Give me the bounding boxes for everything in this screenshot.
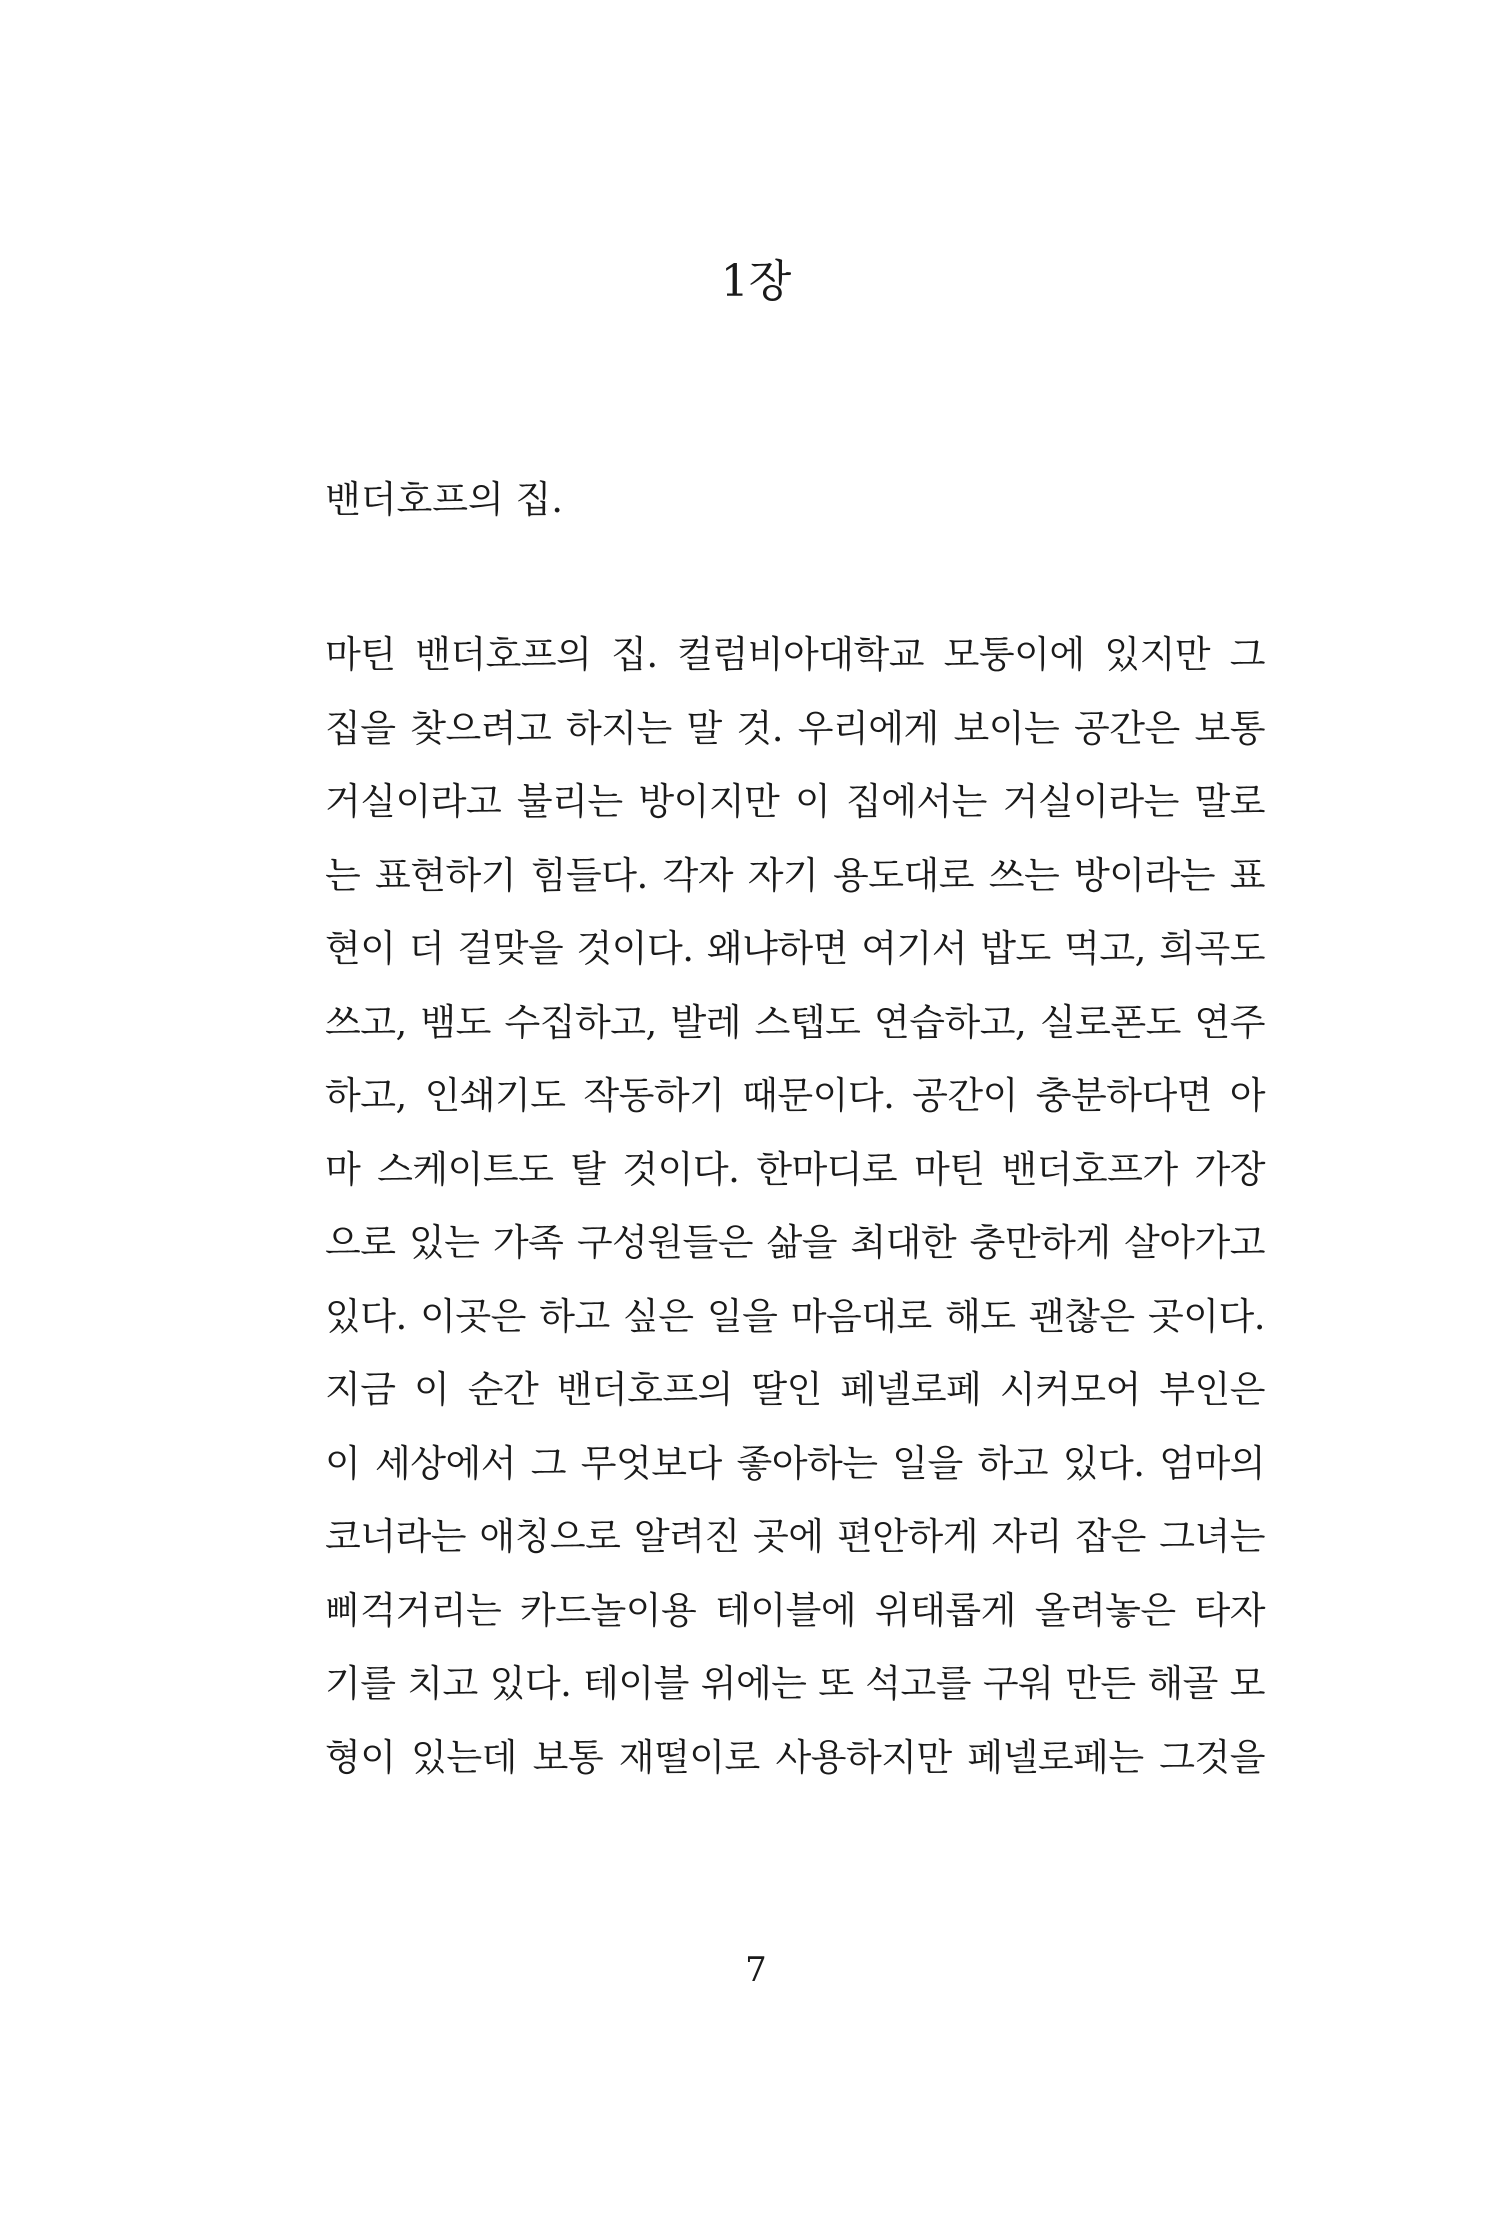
paragraph-line: 마 스케이트도 탈 것이다. 한마디로 마틴 밴더호프가 가장 [325, 1147, 1265, 1191]
paragraph-line: 쓰고, 뱀도 수집하고, 발레 스텝도 연습하고, 실로폰도 연주 [325, 1000, 1265, 1044]
paragraph-line: 현이 더 걸맞을 것이다. 왜냐하면 여기서 밥도 먹고, 희곡도 [325, 927, 1265, 970]
chapter-title: 1장 [720, 256, 792, 307]
paragraph-line: 는 표현하기 힘들다. 각자 자기 용도대로 쓰는 방이라는 표 [325, 853, 1265, 897]
section-heading: 밴더호프의 집. [325, 478, 563, 521]
page-number: 7 [745, 1950, 767, 1990]
paragraph-line: 거실이라고 불리는 방이지만 이 집에서는 거실이라는 말로 [325, 780, 1265, 823]
body-paragraph [325, 618, 1265, 1794]
paragraph-line: 으로 있는 가족 구성원들은 삶을 최대한 충만하게 살아가고 [325, 1221, 1265, 1264]
paragraph-line: 지금 이 순간 밴더호프의 딸인 페넬로페 시커모어 부인은 [325, 1368, 1265, 1411]
paragraph-line: 집을 찾으려고 하지는 말 것. 우리에게 보이는 공간은 보통 [325, 706, 1265, 750]
paragraph-line: 이 세상에서 그 무엇보다 좋아하는 일을 하고 있다. 엄마의 [325, 1441, 1265, 1485]
paragraph-line: 형이 있는데 보통 재떨이로 사용하지만 페넬로페는 그것을 [325, 1735, 1265, 1779]
paragraph-line: 마틴 밴더호프의 집. 컬럼비아대학교 모퉁이에 있지만 그 [325, 633, 1265, 676]
paragraph-line: 하고, 인쇄기도 작동하기 때문이다. 공간이 충분하다면 아 [325, 1074, 1265, 1117]
paragraph-line: 기를 치고 있다. 테이블 위에는 또 석고를 구워 만든 해골 모 [325, 1662, 1265, 1705]
paragraph-line: 코너라는 애칭으로 알려진 곳에 편안하게 자리 잡은 그녀는 [325, 1515, 1265, 1558]
paragraph-line: 삐걱거리는 카드놀이용 테이블에 위태롭게 올려놓은 타자 [325, 1588, 1265, 1632]
paragraph-line: 있다. 이곳은 하고 싶은 일을 마음대로 해도 괜찮은 곳이다. [325, 1294, 1265, 1338]
